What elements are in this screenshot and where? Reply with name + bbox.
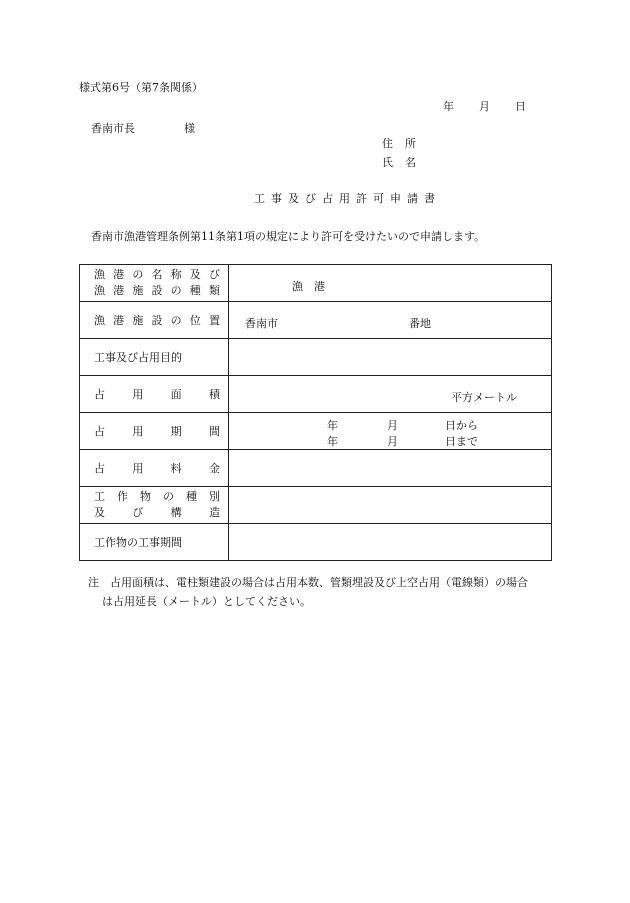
row-label-area bbox=[80, 376, 229, 413]
location-lot: 番地 bbox=[409, 317, 431, 330]
table-row bbox=[80, 487, 552, 524]
table-row bbox=[80, 524, 552, 561]
row-label-harbor-name bbox=[80, 265, 229, 302]
application-table bbox=[79, 264, 552, 561]
date-month: 月 bbox=[479, 100, 490, 113]
addressee-name: 香南市長 bbox=[91, 122, 135, 135]
date-day: 日 bbox=[515, 100, 526, 113]
row-label-construction-period bbox=[80, 524, 229, 561]
applicant-name-label: 氏名 bbox=[382, 156, 428, 169]
purpose-field[interactable] bbox=[229, 339, 552, 376]
area-unit: 平方メートル bbox=[451, 391, 517, 404]
addressee-honorific: 様 bbox=[184, 122, 195, 135]
period-from-month: 月 bbox=[387, 419, 398, 432]
period-to-day: 日まで bbox=[445, 435, 478, 448]
label-text: 占 用 料 金 bbox=[94, 462, 220, 475]
document-title: 工事及び占用許可申請書 bbox=[254, 192, 441, 205]
label-line: 及 び 構 造 bbox=[94, 506, 220, 519]
applicant-address-label: 住所 bbox=[382, 137, 428, 150]
area-field[interactable] bbox=[229, 376, 552, 413]
date-year: 年 bbox=[443, 100, 454, 113]
construction-period-field[interactable] bbox=[229, 524, 552, 561]
table-row bbox=[80, 450, 552, 487]
period-from-day: 日から bbox=[445, 419, 478, 432]
label-text: 占 用 期 間 bbox=[94, 425, 220, 438]
location-city: 香南市 bbox=[245, 317, 278, 330]
row-label-fee bbox=[80, 450, 229, 487]
period-to-month: 月 bbox=[387, 435, 398, 448]
harbor-value: 漁 港 bbox=[292, 280, 325, 293]
note bbox=[88, 573, 558, 611]
label-text: 工事及び占用目的 bbox=[94, 351, 182, 364]
location-field[interactable] bbox=[229, 302, 552, 339]
structure-field[interactable] bbox=[229, 487, 552, 524]
table-row bbox=[80, 413, 552, 450]
fee-field[interactable] bbox=[229, 450, 552, 487]
label-text: 工作物の工事期間 bbox=[94, 536, 182, 549]
period-field[interactable] bbox=[229, 413, 552, 450]
row-label-period bbox=[80, 413, 229, 450]
period-from-year: 年 bbox=[327, 419, 338, 432]
label-text: 漁 港 施 設 の 位 置 bbox=[94, 314, 220, 327]
row-label-structure bbox=[80, 487, 229, 524]
label-text: 占 用 面 積 bbox=[94, 388, 220, 401]
label-line: 漁 港 施 設 の 種 類 bbox=[94, 284, 220, 297]
label-line: 漁 港 の 名 称 及 び bbox=[94, 268, 220, 281]
note-line-2: は占用延長（メートル）としてください。 bbox=[102, 595, 311, 608]
addressee bbox=[91, 122, 195, 135]
intro-text: 香南市漁港管理条例第11条第1項の規定により許可を受けたいので申請します。 bbox=[91, 230, 486, 243]
note-line-1: 注 占用面積は、電柱類建設の場合は占用本数、管類埋設及び上空占用（電線類）の場合 bbox=[88, 576, 528, 589]
period-to-year: 年 bbox=[327, 435, 338, 448]
harbor-name-field[interactable] bbox=[229, 265, 552, 302]
table-row bbox=[80, 302, 552, 339]
row-label-purpose bbox=[80, 339, 229, 376]
table-row bbox=[80, 339, 552, 376]
row-label-location bbox=[80, 302, 229, 339]
label-line: 工 作 物 の 種 別 bbox=[94, 490, 220, 503]
form-number: 様式第6号（第7条関係） bbox=[79, 81, 203, 94]
table-row bbox=[80, 376, 552, 413]
table-row bbox=[80, 265, 552, 302]
